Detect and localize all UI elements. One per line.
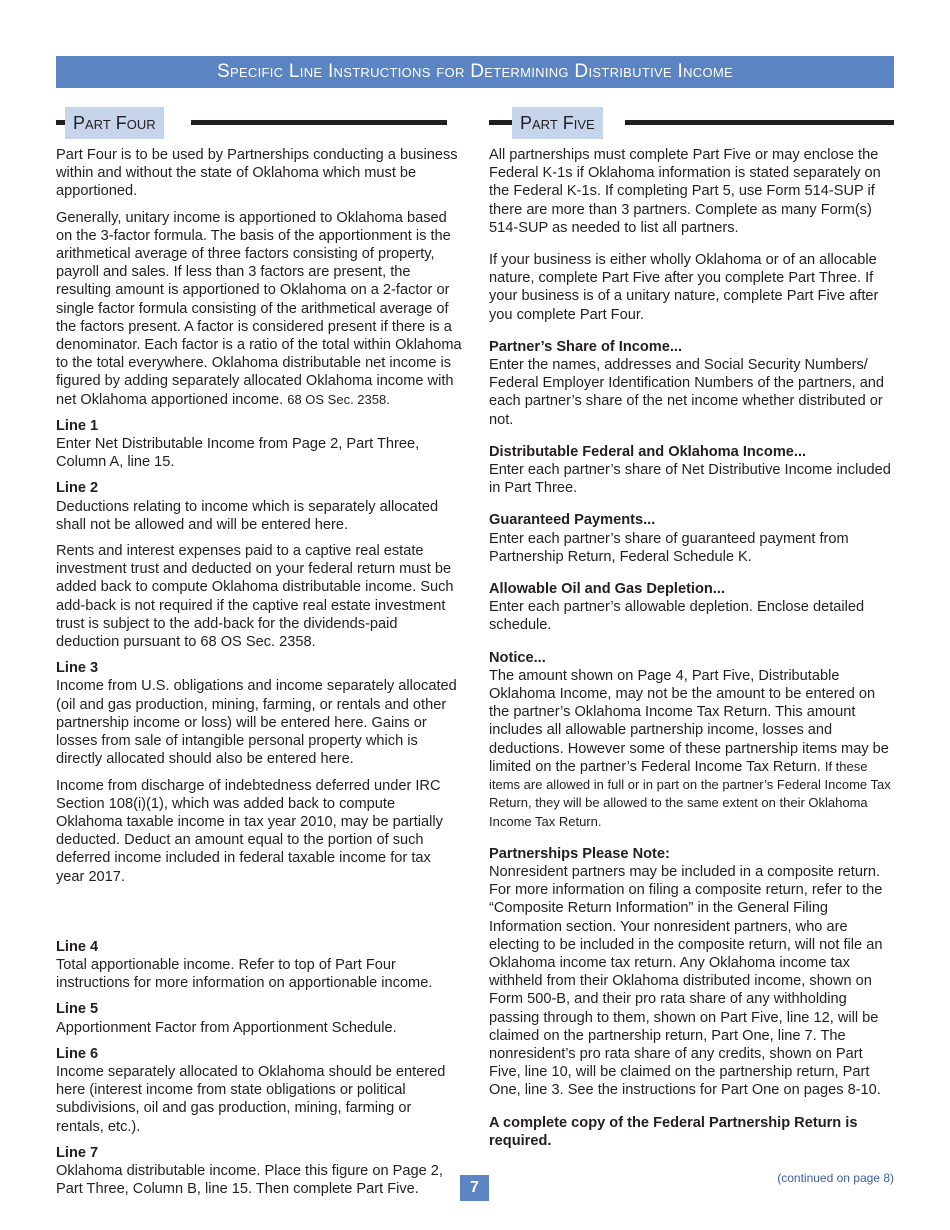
statute-citation: 68 OS Sec. 2358. (287, 391, 390, 407)
line-6-title: Line 6 (56, 1045, 99, 1062)
depletion-title: Allowable Oil and Gas Depletion... (489, 581, 725, 598)
distributable-income-section (489, 443, 896, 498)
line-2-extra: Rents and interest expenses paid to a captive real estate investment trust and deducted on your federal return must be added back to compute Oklahoma distributable income. Such add-back is not required if the captive real estate investment trust is subject to the add-back for the dividends-paid deduction pursuant to 68 OS Sec. 2358. (56, 543, 454, 651)
part-four-header (56, 107, 463, 139)
line-5-title: Line 5 (56, 1001, 99, 1018)
notice-small-text: If these items are allowed in full or in part on the partner’s Federal Income Tax Return, they will be allowed to the same extent on their Oklahoma Income Tax Return. (489, 758, 891, 829)
page-number: 7 (460, 1175, 489, 1201)
partner-share-text: Enter the names, addresses and Social Security Numbers/ Federal Employer Identification Numbers of the partners, and each partner’s share of the net income whether distributed or not. (489, 357, 885, 428)
part-four-column (56, 107, 463, 1206)
partnerships-note-text: Nonresident partners may be included in a composite return. For more information on filing a composite return, refer to the “Composite Return Information” in the General Filing Information section. Your nonresident partners, who are electing to be included in the composite return, will not file an Oklahoma income tax return. Any Oklahoma income tax withheld from their Oklahoma distributed income, shown on Form 500-B, and their pro rata share of any withholding passing through to them, shown on Part Five, line 12, will be claimed on the partnership return, Part One, line 7. The nonresident’s pro rata share of any credits, shown on Part Five, line 10, will be claimed on the partnership return, Part One, line 3. See the instructions for Part One on pages 8-10. (489, 863, 883, 1099)
part-five-header (489, 107, 896, 139)
line-2-text: Deductions relating to income which is separately allocated shall not be allowed and will be entered here. (56, 498, 439, 533)
part-five-intro: All partnerships must complete Part Five or may enclose the Federal K-1s if Oklahoma information is stated separately on the Federal K-1s. If completing Part 5, use Form 514-SUP if there are more than 3 partners. Complete as many Form(s) 514-SUP as needed to list all partners. (489, 147, 881, 236)
part-five-business-type: If your business is either wholly Oklahoma or of an allocable nature, complete Part Five after you complete Part Three. If your business is of a unitary nature, complete Part Five after you complete Part Four. (489, 252, 879, 323)
line-7-text: Oklahoma distributable income. Place this figure on Page 2, Part Three, Column B, line 15. Then complete Part Five. (56, 1162, 443, 1198)
line-7 (56, 1144, 463, 1199)
line-1-title: Line 1 (56, 417, 99, 434)
part-four-intro: Part Four is to be used by Partnerships conducting a business within and without the state of Oklahoma which must be apportioned. (56, 147, 458, 200)
partnerships-note-title: Partnerships Please Note: (489, 845, 670, 862)
federal-return-required (489, 1114, 896, 1150)
line-7-title: Line 7 (56, 1144, 99, 1161)
part-five-heading: Part Five (512, 107, 603, 139)
depletion-text: Enter each partner’s allowable depletion. Enclose detailed schedule. (489, 599, 865, 634)
blank-space (56, 894, 463, 938)
line-1 (56, 417, 463, 472)
guaranteed-payments-section (489, 511, 896, 566)
guaranteed-payments-text: Enter each partner’s share of guaranteed payment from Partnership Return, Federal Schedule K. (489, 530, 849, 565)
line-4-text: Total apportionable income. Refer to top of Part Four instructions for more information on apportionable income. (56, 956, 433, 992)
header-rule (625, 120, 894, 125)
line-3 (56, 659, 463, 768)
line-4 (56, 938, 463, 993)
depletion-section (489, 580, 896, 635)
guaranteed-payments-title: Guaranteed Payments... (489, 512, 656, 529)
part-four-heading: Part Four (65, 107, 164, 139)
header-rule (191, 120, 447, 125)
federal-return-required-text: A complete copy of the Federal Partnership Return is required. (489, 1114, 858, 1149)
line-2 (56, 479, 463, 534)
line-3-extra: Income from discharge of indebtedness deferred under IRC Section 108(i)(1), which was added back to compute Oklahoma taxable income in tax year 2010, may be partially deducted. Deduct an amount equal to the portion of such deferred income included in federal taxable income for tax year 2017. (56, 777, 443, 885)
line-5-text: Apportionment Factor from Apportionment Schedule. (56, 1019, 397, 1036)
part-four-apportionment (56, 209, 463, 409)
notice-title: Notice... (489, 649, 546, 666)
page-banner-title: Specific Line Instructions for Determining Distributive Income (56, 56, 894, 88)
line-4-title: Line 4 (56, 938, 99, 955)
distributable-income-title: Distributable Federal and Oklahoma Income... (489, 443, 807, 460)
line-5 (56, 1000, 463, 1036)
partner-share-title: Partner’s Share of Income... (489, 338, 683, 355)
line-3-text: Income from U.S. obligations and income separately allocated (oil and gas production, mining, farming, or rentals and other partnership income or loss) will be entered here. Gains or losses from sale of intangible personal property which is directly allocated should also be entered here. (56, 678, 457, 768)
notice-text: The amount shown on Page 4, Part Five, Distributable Oklahoma Income, may not be the amount to be entered on the partner’s Oklahoma Income Tax Return. This amount includes all allowable partnership income, losses and deductions. However some of these partnership items may be limited on the partner’s Federal Income Tax Return. (489, 667, 889, 775)
partnerships-note-section (489, 845, 896, 1100)
distributable-income-text: Enter each partner’s share of Net Distributive Income included in Part Three. (489, 462, 891, 497)
line-3-title: Line 3 (56, 660, 99, 677)
line-6 (56, 1045, 463, 1136)
line-6-text: Income separately allocated to Oklahoma should be entered here (interest income from state obligations or political subdivisions, oil and gas production, mining, farming or rentals, etc.). (56, 1063, 446, 1135)
partner-share-section (489, 338, 896, 429)
continued-note: (continued on page 8) (777, 1171, 894, 1185)
notice-section (489, 649, 896, 831)
line-1-text: Enter Net Distributable Income from Page 2, Part Three, Column A, line 15. (56, 436, 420, 471)
apportionment-text: Generally, unitary income is apportioned to Oklahoma based on the 3-factor formula. The basis of the apportionment is the arithmetical average of three factors consisting of property, payroll and sales. If less than 3 factors are present, the resulting amount is apportioned to Oklahoma on a 2-factor or single factor formula consisting of the arithmetical average of the factors present. A factor is considered present if there is a denominator. Each factor is a ratio of the total within Oklahoma to the total everywhere. Oklahoma distributable net income is figured by adding separately allocated Oklahoma income with net Oklahoma apportioned income. (56, 209, 462, 408)
part-five-column (489, 107, 896, 1156)
line-2-title: Line 2 (56, 480, 99, 497)
